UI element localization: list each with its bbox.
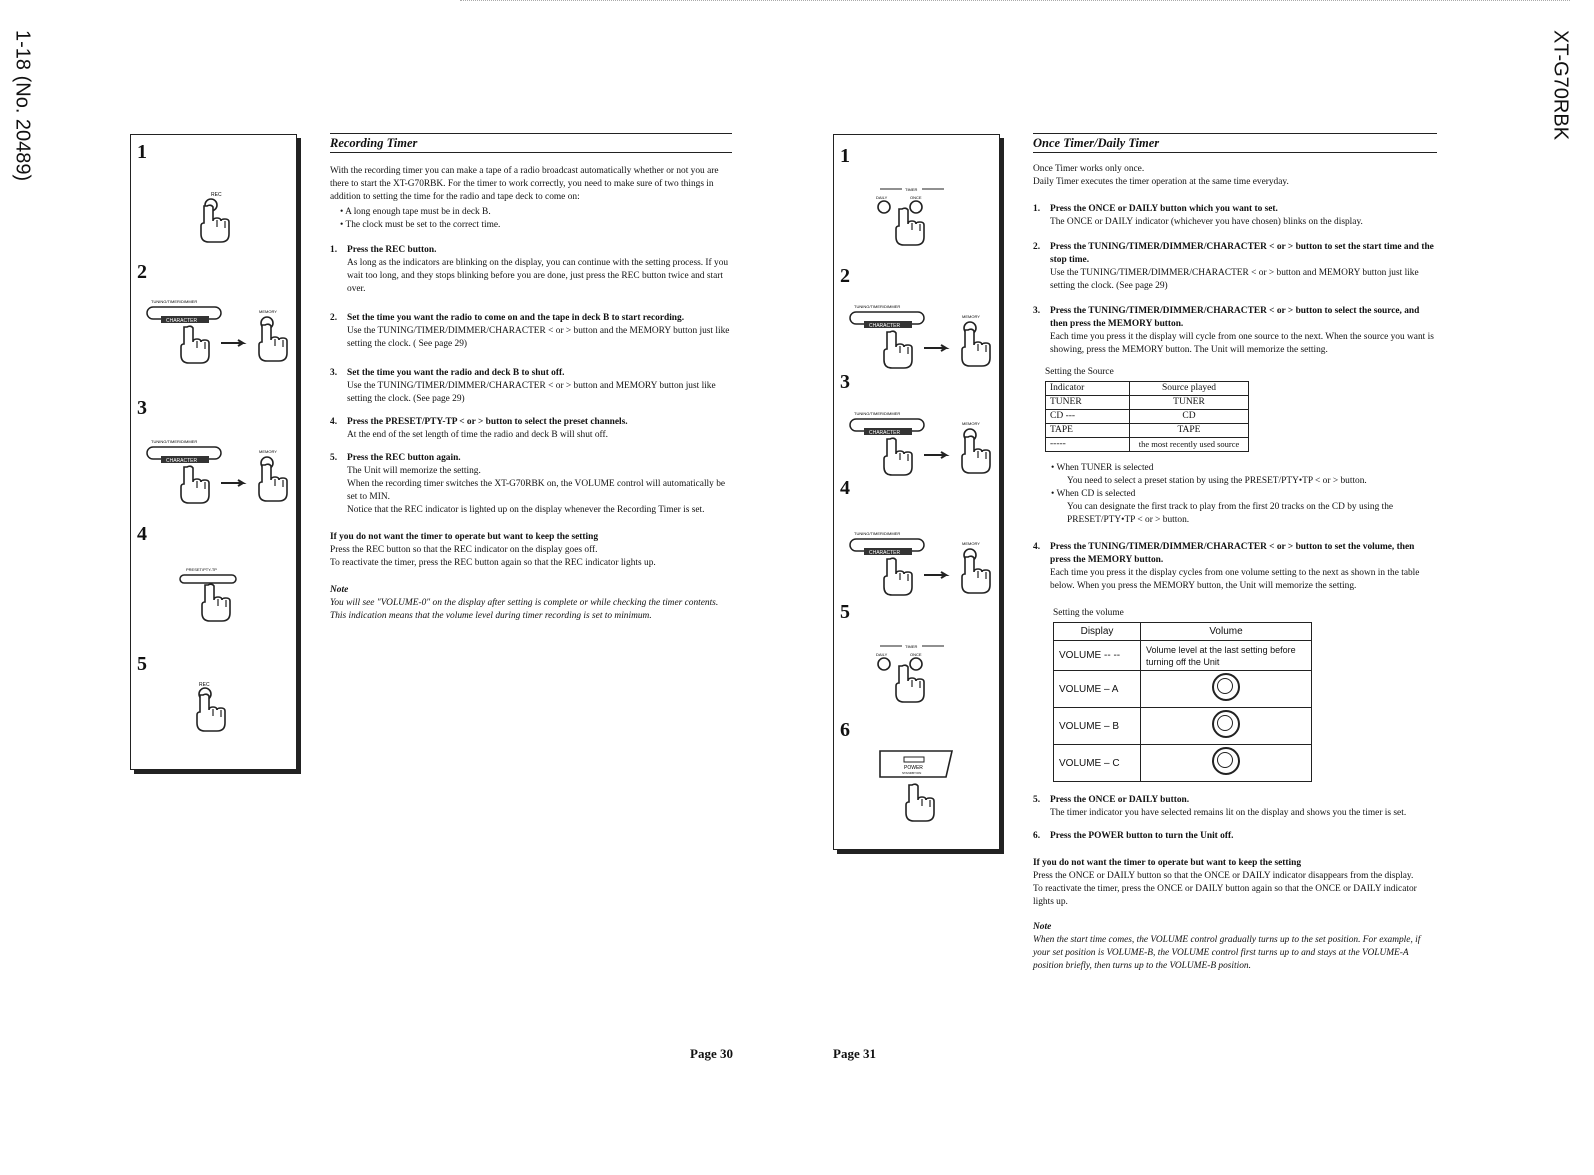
table-row: TAPE TAPE: [1046, 424, 1249, 438]
table-row: TUNER TUNER: [1046, 396, 1249, 410]
svg-text:ONCE: ONCE: [910, 195, 922, 200]
volume-table-caption: Setting the volume: [1053, 608, 1124, 618]
svg-text:TUNING/TIMER/DIMMER: TUNING/TIMER/DIMMER: [151, 439, 198, 444]
step-number: 6: [840, 719, 850, 741]
recording-timer-section: [330, 133, 732, 631]
list-item: • The clock must be set to the correct time.: [340, 219, 732, 232]
character-memory-illustration: [141, 295, 291, 365]
note-text: You will see "VOLUME-0" on the display after setting is complete or while checking the timer contents. This indication means that the volume level during timer recording is set to minimum.: [330, 598, 719, 621]
svg-text:CHARACTER: CHARACTER: [166, 318, 198, 324]
instruction-step: 3. Press the TUNING/TIMER/DIMMER/CHARACTER < or > button to select the source, and then press the MEMORY button. Each time you press it the display will cycle from one source to the next. When the source you want is showing, press the MEMORY button. The Unit will memorize the setting.: [1033, 306, 1434, 355]
step-number: 3: [137, 397, 147, 419]
table-row: CD --- CD: [1046, 410, 1249, 424]
instruction-step: 2. Press the TUNING/TIMER/DIMMER/CHARACTER < or > button to set the start time and the stop time. Use the TUNING/TIMER/DIMMER/CHARACTER < or > button and MEMORY button just like setting the clock. (See page 29): [1033, 242, 1434, 291]
reactivate-text: To reactivate the timer, press the ONCE or DAILY button again so that the ONCE or DAILY indicator lights up.: [1033, 884, 1417, 907]
instruction-step: 5. Press the REC button again. The Unit will memorize the setting. When the recording timer switches the XT-G70RBK on, the VOLUME control will automatically be set to MIN. Notice that the REC indicator is lighted up on the display whenever the Recording Timer is set.: [330, 453, 726, 515]
note-label: Note: [1033, 922, 1052, 932]
document-id-vertical: 1-18 (No. 20489): [11, 30, 34, 182]
character-memory-illustration: [844, 407, 994, 477]
svg-text:TIMER: TIMER: [905, 187, 918, 192]
note-text: When the start time comes, the VOLUME control gradually turns up to the set position. For example, if your set position is VOLUME-B, the VOLUME control first turns up to and stays at the VOLUME-A position briefly, then turns up to the VOLUME-B position.: [1033, 935, 1421, 971]
source-notes: [1033, 462, 1437, 527]
svg-text:MEMORY: MEMORY: [259, 309, 277, 314]
volume-knob-icon: [1212, 673, 1240, 701]
table-row: VOLUME – A: [1054, 671, 1312, 708]
list-item-desc: You can designate the first track to play from the first 20 tracks on the CD by using the PRESET/PTY•TP < or > button.: [1067, 502, 1394, 525]
svg-text:REC: REC: [211, 192, 222, 198]
intro-text: Daily Timer executes the timer operation at the same time everyday.: [1033, 177, 1289, 187]
table-row: VOLUME – C: [1054, 745, 1312, 782]
svg-text:STANDBY/ON: STANDBY/ON: [902, 771, 922, 775]
requirements-list: [330, 206, 732, 232]
instruction-step: 6. Press the POWER button to turn the Unit off.: [1033, 831, 1234, 841]
svg-text:MEMORY: MEMORY: [962, 314, 980, 319]
step-number: 5: [137, 653, 147, 675]
keep-setting-title: If you do not want the timer to operate but want to keep the setting: [1033, 858, 1302, 868]
character-memory-illustration: [844, 527, 994, 597]
rec-hand-icon: [193, 680, 243, 740]
list-item: • A long enough tape must be in deck B.: [340, 206, 732, 219]
intro-text: Once Timer works only once.: [1033, 164, 1145, 174]
page-number-left: Page 30: [690, 1046, 733, 1061]
character-memory-illustration: [844, 300, 994, 370]
table-row: Display Volume: [1054, 623, 1312, 641]
svg-text:CHARACTER: CHARACTER: [869, 323, 901, 329]
svg-text:CHARACTER: CHARACTER: [869, 430, 901, 436]
page-number-right: Page 31: [833, 1046, 876, 1061]
svg-text:MEMORY: MEMORY: [259, 449, 277, 454]
instruction-step: 4. Press the TUNING/TIMER/DIMMER/CHARACTER < or > button to set the volume, then press the MEMORY button. Each time you press it the display cycles from one volume setting to the next as shown in the table below. When you press the MEMORY button, the Unit will memorize the setting.: [1033, 542, 1420, 591]
instruction-step: 3. Set the time you want the radio and deck B to shut off. Use the TUNING/TIMER/DIMMER/CHARACTER < or > button and MEMORY button just like setting the clock. (See page 29): [330, 368, 716, 404]
step-number: 2: [840, 265, 850, 287]
svg-text:ONCE: ONCE: [910, 652, 922, 657]
instruction-step: 4. Press the PRESET/PTY-TP < or > button to select the preset channels. At the end of the set length of time the radio and deck B will shut off.: [330, 417, 628, 440]
preset-hand-icon: [176, 565, 246, 625]
once-daily-timer-section: [1033, 133, 1437, 981]
once-daily-hand-icon: [872, 183, 962, 253]
keep-setting-title: If you do not want the timer to operate but want to keep the setting: [330, 532, 599, 542]
section-title: Recording Timer: [330, 133, 732, 153]
power-hand-icon: [874, 747, 964, 827]
source-table: [1045, 381, 1249, 452]
volume-table: [1053, 622, 1312, 782]
list-item: • When CD is selected: [1051, 488, 1437, 501]
svg-text:DAILY: DAILY: [876, 195, 888, 200]
instruction-step: 5. Press the ONCE or DAILY button. The timer indicator you have selected remains lit on the display and shows you the timer is set.: [1033, 795, 1407, 818]
list-item-desc: You need to select a preset station by using the PRESET/PTY•TP < or > button.: [1067, 476, 1367, 486]
svg-text:POWER: POWER: [904, 765, 923, 771]
intro-text: With the recording timer you can make a tape of a radio broadcast automatically whether or not you are there to start the XT-G70RBK. For the timer to work correctly, you need to make sure of two things in addition to setting the time for the radio and tape deck to come on:: [330, 166, 719, 202]
volume-knob-icon: [1212, 747, 1240, 775]
step-number: 3: [840, 371, 850, 393]
svg-text:CHARACTER: CHARACTER: [869, 550, 901, 556]
rec-hand-icon: [191, 190, 251, 250]
step-number: 2: [137, 261, 147, 283]
model-name-vertical: XT-G70RBK: [1549, 30, 1572, 141]
reactivate-text: To reactivate the timer, press the REC button again so that the REC indicator lights up.: [330, 558, 656, 568]
svg-text:TUNING/TIMER/DIMMER: TUNING/TIMER/DIMMER: [854, 411, 901, 416]
svg-text:TUNING/TIMER/DIMMER: TUNING/TIMER/DIMMER: [151, 299, 198, 304]
step-number: 1: [137, 141, 147, 163]
keep-setting-text: Press the REC button so that the REC indicator on the display goes off.: [330, 545, 598, 555]
list-item: • When TUNER is selected: [1051, 462, 1437, 475]
character-memory-illustration: [141, 435, 291, 505]
step-number: 1: [840, 145, 850, 167]
instruction-step: 2. Set the time you want the radio to come on and the tape in deck B to start recording. Use the TUNING/TIMER/DIMMER/CHARACTER < or > button and the MEMORY button just like setting the clock. ( See page 29): [330, 313, 730, 349]
keep-setting-text: Press the ONCE or DAILY button so that the ONCE or DAILY indicator disappears from the display.: [1033, 871, 1414, 881]
instruction-step: 1. Press the REC button. As long as the indicators are blinking on the display, you can continue with the setting process. If you wait too long, and they stops blinking before you are done, just press the REC button twice and start over.: [330, 245, 729, 294]
svg-text:TIMER: TIMER: [905, 644, 918, 649]
left-illustration-panel: [130, 134, 297, 770]
table-row: VOLUME -- -- Volume level at the last setting before turning off the Unit: [1054, 641, 1312, 671]
step-number: 5: [840, 601, 850, 623]
top-divider: [460, 0, 1570, 1]
svg-text:CHARACTER: CHARACTER: [166, 458, 198, 464]
note-label: Note: [330, 585, 349, 595]
svg-text:TUNING/TIMER/DIMMER: TUNING/TIMER/DIMMER: [854, 304, 901, 309]
table-row: ----- the most recently used source: [1046, 438, 1249, 452]
table-row: Indicator Source played: [1046, 382, 1249, 396]
section-title: Once Timer/Daily Timer: [1033, 133, 1437, 153]
svg-text:MEMORY: MEMORY: [962, 421, 980, 426]
step-number: 4: [840, 477, 850, 499]
svg-text:REC: REC: [199, 682, 210, 688]
source-table-caption: Setting the Source: [1045, 367, 1114, 377]
once-daily-hand-icon: [872, 640, 962, 710]
svg-text:TUNING/TIMER/DIMMER: TUNING/TIMER/DIMMER: [854, 531, 901, 536]
step-number: 4: [137, 523, 147, 545]
table-row: VOLUME – B: [1054, 708, 1312, 745]
svg-text:DAILY: DAILY: [876, 652, 888, 657]
volume-knob-icon: [1212, 710, 1240, 738]
right-illustration-panel: [833, 134, 1000, 850]
svg-text:MEMORY: MEMORY: [962, 541, 980, 546]
svg-text:PRESET/PTY-TP: PRESET/PTY-TP: [186, 567, 217, 572]
instruction-step: 1. Press the ONCE or DAILY button which you want to set. The ONCE or DAILY indicator (whichever you have chosen) blinks on the display.: [1033, 204, 1363, 227]
